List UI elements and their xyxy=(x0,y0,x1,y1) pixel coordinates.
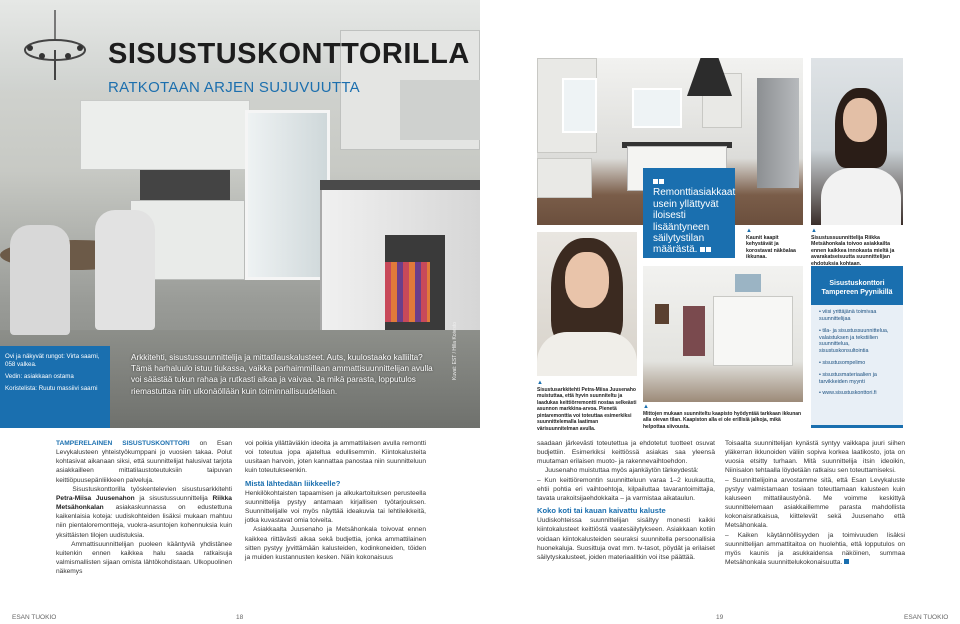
paragraph: ja sisustussuunnittelija xyxy=(134,494,213,502)
fact-item: • viisi yrittäjänä toimivaa suunnittelijaa xyxy=(819,309,899,323)
paragraph: Uudiskohteissa suunnittelijan sisältyy monesti kaikki kiintokalusteet keittiöstä vaatesäilytykseen. Asiakkaan kotiin voidaan kiintokalusteiden seuraksi suunnitella persoonallisia huonekaluja. Suosittuja ovat mm. tv-tasot, pöydät ja erilaiset säilytyskalusteet, joiden materiaalitkin voi itse päättää. xyxy=(537,517,715,561)
footer-brand-left: ESAN TUOKIO xyxy=(12,614,57,621)
materials-info-box xyxy=(0,346,110,428)
caption-pointer-icon: ▲ xyxy=(643,404,649,410)
paragraph xyxy=(725,531,905,568)
chandelier-graphic xyxy=(20,10,90,90)
caption-pointer-icon: ▲ xyxy=(811,228,817,234)
hero-caption: Arkkitehti, sisustussuunnittelija ja mittatilauskalusteet. Auts, kuulostaako kalliilta? Tämä harhaluulo istuu tiukassa, vaikka parhaimmillaan ammattisuunnittelijan avulla voi säästää tukun rahaa ja rutkasti aikaa ja vaivaa. Ja mikä parasta, lopputulos riemastuttaa niin ulkonäöllään kuin toiminnallisuudellaan. xyxy=(131,353,433,396)
square-bullet-icon xyxy=(700,247,705,252)
article-headline: SISUSTUSKONTTORILLA xyxy=(108,38,470,70)
section-heading: Mistä lähtedään liikkeelle? xyxy=(245,478,341,488)
fact-box-header: Sisustuskonttori Tampereen Pyynikillä xyxy=(821,280,893,296)
square-bullet-icon xyxy=(653,179,658,184)
caption-kaapit xyxy=(746,228,804,261)
section-heading: Koko koti tai kauan kaivattu kaluste xyxy=(537,506,666,516)
paragraph: Juusenaho muistuttaa myös ajankäytön tärkeydestä: xyxy=(545,467,699,475)
body-column-2 xyxy=(245,439,426,562)
fact-item-website[interactable]: • www.sisustuskonttori.fi xyxy=(819,390,899,397)
end-square-icon xyxy=(844,559,849,564)
body-column-3 xyxy=(537,439,715,562)
paragraph: Henkilökohtaisten tapaamisen ja alkukartoituksen perusteella suunnittelija pystyy antamaan kirjallisen työtarjouksen. Suunnittelijalle voi myös näyttää ideakuvia tai lehtileikkeitä, jotka kuvastavat omia toiveita. xyxy=(245,489,426,525)
pull-quote xyxy=(643,168,735,258)
paragraph: saadaan järkevästi toteutettua ja ehdotetut tuotteet osuvat budjettiin. Esimerkiksi keittiössä asiakas saa yleensä muutaman erilaisen muoto- ja rakennevaihtoehdon. xyxy=(537,440,715,466)
fact-item: • sisustusmateriaalien ja tarvikkeiden myynti xyxy=(819,372,899,386)
paragraph-text: – Kaiken käytännöllisyyden ja toimivuuden lisäksi suunnittelijan ammattitaitoa on huolehtia, että lopputulos on myös kaunis ja asukkaidensa näköinen, summaa Metsähonkala suunnittelukokonaisuutta. xyxy=(725,531,905,567)
info-line-handle: Vedin: asiakkaan ostama xyxy=(5,373,74,380)
paragraph: – Suunnittelijoina arvostamme sitä, että Esan Levykaluste pystyy valmistamaan tosiaan toteuttamaan kalusteen kuin kaluseen mittatilaustyönä. Me voimme keskittyä suunnittelemaan asiakkaillemme parasta mahdollista kokonaisratkaisua, kiittelevät sekä Juusenaho että Metsähonkala. xyxy=(725,476,905,530)
paragraph: Toisaalta suunnittelijan kynästä syntyy vaikkapa juuri siihen yläkerran ikkunoiden väliin sopiva korkea laatikosto, jota on vuosia etsitty turhaan. Mitä suunnittelija itsin ideoikin, Niinisalon tehtaalla löydetään ratkaisu sen toteuttamiseksi. xyxy=(725,440,905,475)
caption-text: Mittojen mukaan suunniteltu kaapisto hyödyntää tarkkaan ikkunan alla olevan tilan. Kaapiston alla ei ole erillisiä jalkoja, mikä helpottaa siivousta. xyxy=(643,410,802,430)
paragraph: voi poikia yllättäviäkin ideoita ja ammattilaisen avulla remontti voi toteutua jopa ajateltua edullisemmin. Kiintokalusteita uusitaan harvoin, joten kannattaa panostaa niin suunnitteluun kuin toteutukseenkin. xyxy=(245,440,426,475)
caption-mittojen xyxy=(643,404,803,430)
portrait-riikka xyxy=(811,58,903,225)
caption-text: Kaunit kaapit kehystävät ja korostavat näköalaa ikkunaa. xyxy=(746,234,796,260)
paragraph: – Kun keittiöremontin suunnitteluun varaa 1–2 kuukautta, ehtii pohtia eri vaihtoehtoja, kilpailuttaa tavarantoimittajia, tavata urakoitsijaehdokkaita – ja varmistaa aikataulun. xyxy=(537,476,715,502)
body-column-1 xyxy=(56,439,232,576)
paragraph: Ammattisuunnittelijan puoleen kääntyviä yhdistänee kuitenkin ennen kaikkea halu saada ratkaisuja valmismallisten sijaan omista lähtökohdistaan. Ulkopuolinen näkemys xyxy=(56,540,232,576)
photo-credit: Kuvat: EST / Hilla Koivisto xyxy=(452,322,458,380)
pull-quote-text: Remonttiasiakkaat usein yllättyvät iloisesti lisääntyneen säilytystilan määrästä. xyxy=(653,187,736,256)
body-column-4 xyxy=(725,439,905,567)
caption-text: Sisustussuunnittelija Riikka Metsähonkala toivoo asiakkailta ennen kaikkea innokasta mieltä ja avarakatseisuutta suunnittelijan ehdotuksia kohtaan. xyxy=(811,234,895,267)
caption-text: Sisustusarkkitehti Petra-Miisa Juusenaho muistuttaa, että hyvin suunniteltu ja laadukas keittiörremontti nostaa selkeästi asunnon markkina-arvoa. Pienetä pintaremonttia voi toteuttaa esimerkiksi suunnittelemalla laatiman värisuunnitelman avulla. xyxy=(537,386,637,432)
fact-item: • sisustusompelimo xyxy=(819,360,899,367)
person-name: Riikka Metsähonkalan xyxy=(56,494,232,512)
page-number-right: 19 xyxy=(716,614,724,621)
paragraph: Asiakkaalta Juusenaho ja Metsähonkala toivovat ennen kaikkea riittävästi aikaa sekä budjettia, jonka ammattilainen sitten pystyy jyvittämään kalusteiden, kodinkoneiden, töiden ja muiden kustannusten kesken. Näin kokonaisuus xyxy=(245,526,426,561)
person-name: Petra-Miisa Juusenahon xyxy=(56,494,135,502)
caption-pointer-icon: ▲ xyxy=(746,228,752,234)
caption-petra xyxy=(537,380,637,432)
paragraph: asiakaskunnassa on edustettuna kaikenlaisia koteja: uudiskohteiden lisäksi mukaan mahtuu niin pientaloremontteja, vuokra-asuntojen kohennuksia kuin yksittäisten tilojen uudistuksia. xyxy=(56,504,232,539)
caption-riikka xyxy=(811,228,903,267)
article-subheadline: RATKOTAAN ARJEN SUJUVUUTTA xyxy=(108,79,360,96)
paragraph: Sisustuskonttorilla työskentelevien sisustusarkkitehti xyxy=(72,485,232,493)
paragraph: on Esan Levykalusteen yhteistyökumppani jo vuosien takaa. Polut kohtasivat aikanaan siksi, että suunnittelijat halusivat tarjota asiakkailleen mittatilaustoteutuksiin taipuvan keittiöpuusepänliikkeen palveluja. xyxy=(56,440,232,484)
lead-in: TAMPERELAINEN SISUSTUSKONTTORI xyxy=(56,440,190,447)
square-bullet-icon xyxy=(706,247,711,252)
square-bullet-icon xyxy=(659,179,664,184)
caption-pointer-icon: ▲ xyxy=(537,380,543,386)
footer-brand-right: ESAN TUOKIO xyxy=(904,614,949,621)
info-line-door: Ovi ja näkyvät rungot: Virta saarni, 058 valkea. xyxy=(5,353,100,368)
storage-photo xyxy=(643,266,803,402)
page-number-left: 18 xyxy=(236,614,244,621)
info-line-trim: Koristelista: Ruutu massiivi saarni xyxy=(5,385,98,392)
portrait-petra xyxy=(537,232,637,376)
fact-item: • tila- ja sisustussuunnittelua, valaistuksen ja tekstiilien suunnittelua, sisustuskonsultointia xyxy=(819,328,899,355)
company-fact-box xyxy=(811,266,903,428)
fact-list xyxy=(811,305,903,425)
